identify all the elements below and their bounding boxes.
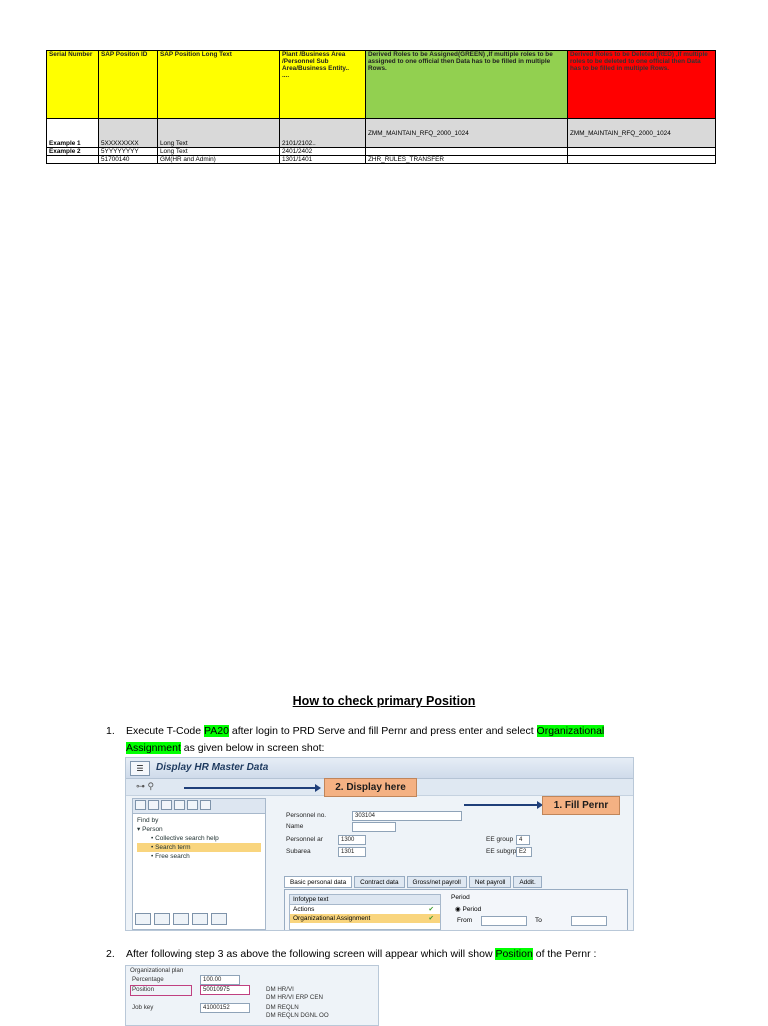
header-position-long-text: SAP Position Long Text bbox=[158, 51, 280, 119]
sap-screenshot-org-plan bbox=[125, 965, 379, 1026]
arrow-to-pernr-field bbox=[464, 804, 538, 806]
sap-screenshot-display-hr-master-data bbox=[125, 757, 634, 931]
job-key-field: 41000152 bbox=[200, 1003, 250, 1013]
cell-serial bbox=[47, 156, 99, 164]
tab-gross-net-payroll[interactable]: Gross/net payroll bbox=[407, 876, 467, 888]
infotype-header: Infotype text bbox=[290, 895, 440, 905]
tool-icon[interactable] bbox=[192, 913, 208, 925]
settings-icon[interactable] bbox=[174, 800, 185, 810]
tab-basic-personal-data[interactable]: Basic personal data bbox=[284, 876, 352, 888]
sheet-header-row bbox=[47, 51, 716, 119]
table-row bbox=[47, 156, 716, 164]
cell-role-assigned bbox=[366, 148, 568, 156]
tree-item-free-search-label: Free search bbox=[155, 853, 190, 860]
tree-item-search-term[interactable]: • Search term bbox=[137, 843, 261, 852]
step-2-number: 2. bbox=[106, 948, 115, 960]
tree-item-person-label: Person bbox=[142, 826, 163, 833]
percentage-field: 100.00 bbox=[200, 975, 240, 985]
job-desc-2: DM REQLN DGNL OO bbox=[266, 1012, 329, 1019]
to-date-field[interactable] bbox=[571, 916, 607, 926]
callout-fill-pernr: 1. Fill Pernr bbox=[542, 796, 620, 815]
tree-item-collective-search[interactable]: • Collective search help bbox=[151, 835, 219, 842]
tree-item-free-search[interactable]: • Free search bbox=[151, 853, 190, 860]
check-icon: ✔ bbox=[428, 906, 434, 913]
header-roles-deleted: Derived Roles to be Deleted (RED) ,If multiple roles to be deleted to one official then Data has to be filled in multiple Rows. bbox=[568, 51, 716, 119]
page-title: How to check primary Position bbox=[292, 694, 476, 708]
header-sap-position-id: SAP Positon ID bbox=[99, 51, 158, 119]
step-1-number: 1. bbox=[106, 725, 115, 737]
print-icon[interactable] bbox=[200, 800, 211, 810]
filter-icon[interactable] bbox=[187, 800, 198, 810]
position-label: Position bbox=[132, 986, 155, 993]
tab-additional[interactable]: Addit. bbox=[513, 876, 541, 888]
infotype-row-org-assignment[interactable] bbox=[290, 914, 440, 923]
infotype-panel bbox=[284, 889, 628, 931]
cell-role-deleted bbox=[568, 156, 716, 164]
from-label: From bbox=[457, 917, 473, 924]
ee-group-label: EE group bbox=[486, 836, 514, 843]
infotype-row-actions[interactable] bbox=[290, 905, 440, 914]
check-icon: ✔ bbox=[428, 915, 434, 922]
header-serial-number: Serial Number bbox=[47, 51, 99, 119]
tree-item-collective-label: Collective search help bbox=[155, 835, 219, 842]
display-glasses-icon[interactable]: ⊶ ⚲ bbox=[136, 781, 155, 791]
period-radio-label: Period bbox=[462, 906, 482, 913]
step-1-text bbox=[126, 723, 646, 757]
name-field bbox=[352, 822, 396, 832]
cell-plant: 2401/2402 bbox=[280, 148, 366, 156]
menu-icon[interactable]: ☰ bbox=[130, 761, 150, 776]
list-icon[interactable] bbox=[161, 800, 172, 810]
tool-icon[interactable] bbox=[211, 913, 227, 925]
personnel-area-label: Personnel ar bbox=[286, 836, 323, 843]
cell-serial: Example 2 bbox=[47, 148, 99, 156]
find-by-label: Find by bbox=[137, 817, 159, 824]
cell-position-id: 51700140 bbox=[99, 156, 158, 164]
cell-role-deleted: ZMM_MAINTAIN_RFQ_2000_1024 bbox=[568, 119, 716, 148]
tcode-highlight: PA20 bbox=[204, 725, 229, 737]
job-desc: DM REQLN bbox=[266, 1004, 299, 1011]
sap-title-bar bbox=[126, 758, 633, 779]
cell-role-deleted bbox=[568, 148, 716, 156]
cell-role-assigned: ZMM_MAINTAIN_RFQ_2000_1024 bbox=[366, 119, 568, 148]
ee-group-field: 4 bbox=[516, 835, 530, 845]
cell-position-id: 5XXXXXXXX bbox=[99, 119, 158, 148]
tab-contract-data[interactable]: Contract data bbox=[354, 876, 404, 888]
object-manager-panel bbox=[132, 798, 266, 930]
subarea-label: Subarea bbox=[286, 848, 311, 855]
tool-icon[interactable] bbox=[173, 913, 189, 925]
step-1-mid: after login to PRD Serve and fill Pernr and press enter and select bbox=[228, 725, 537, 737]
position-desc-2: DM HR/VI ERP CEN bbox=[266, 994, 323, 1001]
header-plant-business-area bbox=[280, 51, 366, 119]
tab-net-payroll[interactable]: Net payroll bbox=[469, 876, 512, 888]
subarea-field: 1301 bbox=[338, 847, 366, 857]
back-icon[interactable] bbox=[135, 800, 146, 810]
infotype-actions-label: Actions bbox=[293, 906, 315, 913]
table-row bbox=[47, 119, 716, 148]
infotype-org-assignment-label: Organizational Assignment bbox=[293, 915, 371, 922]
arrow-to-display-icon bbox=[184, 787, 316, 789]
to-label: To bbox=[535, 917, 542, 924]
tool-icon[interactable] bbox=[154, 913, 170, 925]
period-header: Period bbox=[451, 894, 470, 901]
org-assignment-highlight: Organizational Assignment bbox=[126, 725, 605, 754]
sap-window-title: Display HR Master Data bbox=[156, 762, 269, 773]
personnel-no-label: Personnel no. bbox=[286, 812, 327, 819]
cell-plant: 1301/1401 bbox=[280, 156, 366, 164]
step-2-text bbox=[126, 946, 646, 963]
cell-serial: Example 1 bbox=[47, 119, 99, 148]
cell-position-id: 5YYYYYYYY bbox=[99, 148, 158, 156]
job-key-label: Job key bbox=[132, 1004, 154, 1011]
tree-item-person[interactable]: ▾ Person bbox=[137, 826, 163, 833]
find-by-tree bbox=[133, 814, 265, 863]
step-1-post: as given below in screen shot: bbox=[180, 742, 325, 754]
position-field: 50010975 bbox=[200, 985, 250, 995]
forward-icon[interactable] bbox=[148, 800, 159, 810]
cell-role-assigned: ZHR_RULES_TRANSFER bbox=[366, 156, 568, 164]
tree-bottom-toolbar bbox=[135, 913, 227, 925]
cell-long-text: Long Text bbox=[158, 119, 280, 148]
from-date-field[interactable] bbox=[481, 916, 527, 926]
roles-sheet bbox=[46, 50, 716, 164]
table-row bbox=[47, 148, 716, 156]
tool-icon[interactable] bbox=[135, 913, 151, 925]
personnel-area-field: 1300 bbox=[338, 835, 366, 845]
position-highlight: Position bbox=[495, 948, 533, 960]
percentage-label: Percentage bbox=[132, 976, 164, 983]
name-label: Name bbox=[286, 823, 304, 830]
tree-item-search-term-label: Search term bbox=[155, 844, 191, 851]
cell-long-text: GM(HR and Admin) bbox=[158, 156, 280, 164]
step-1-pre: Execute T-Code bbox=[126, 725, 205, 737]
infotype-tabs bbox=[284, 876, 542, 888]
infotype-list bbox=[289, 894, 441, 930]
header-roles-assigned: Derived Roles to be Assigned(GREEN) ,If multiple roles to be assigned to one official then Data has to be filled in multiple Rows. bbox=[366, 51, 568, 119]
period-radio[interactable]: ◉ Period bbox=[455, 906, 482, 913]
org-plan-header: Organizational plan bbox=[130, 967, 184, 974]
ee-subgroup-field: E2 bbox=[516, 847, 532, 857]
cell-long-text: Long Text bbox=[158, 148, 280, 156]
position-desc: DM HR/VI bbox=[266, 986, 294, 993]
ee-subgroup-label: EE subgrp bbox=[486, 848, 517, 855]
cell-plant: 2101/2102.. bbox=[280, 119, 366, 148]
personnel-no-field[interactable]: 303104 bbox=[352, 811, 462, 821]
tree-toolbar bbox=[133, 799, 265, 814]
step-2-post: of the Pernr : bbox=[532, 948, 597, 960]
header-plant-extra: .... bbox=[282, 72, 290, 79]
callout-display-here: 2. Display here bbox=[324, 778, 417, 797]
header-plant-text: Plant /Business Area /Personnel Sub Area/Business Entity.. bbox=[282, 51, 350, 72]
step-2-pre: After following step 3 as above the following screen will appear which will show bbox=[126, 948, 496, 960]
